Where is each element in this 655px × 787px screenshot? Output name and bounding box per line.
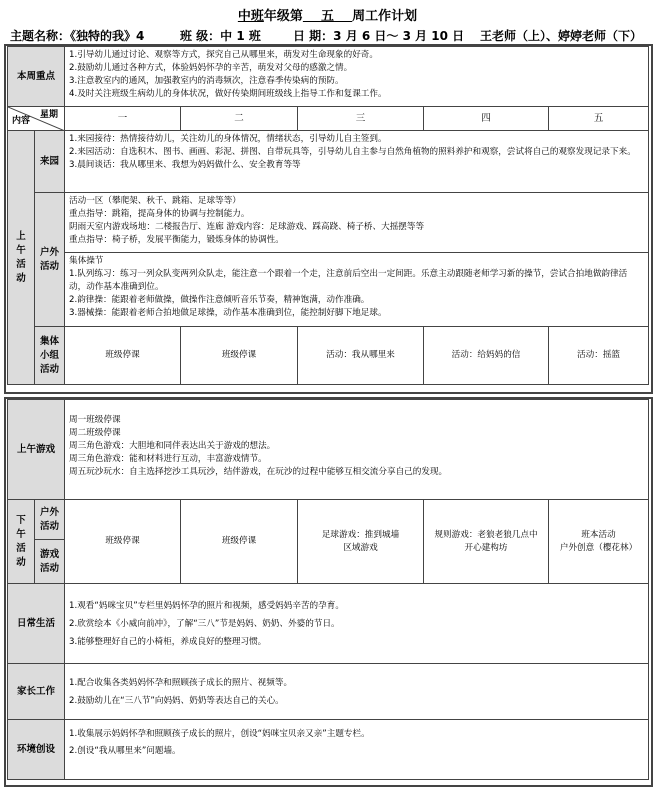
env-line: 2.创设“我从哪里来”问题墙。 <box>69 746 181 756</box>
games-line: 周三角色游戏：能和材料进行互动，丰富游戏情节。 <box>69 454 267 464</box>
corner-bottom-label: 内容 <box>12 116 31 126</box>
daily-line: 2.欣赏绘本《小威向前冲》，了解“三八”节是妈妈、奶奶、外婆的节日。 <box>69 618 340 629</box>
exercise-line: 2.韵律操：能跟着老师做操，做操作注意倾听音乐节奏，精神饱满，动作准确。 <box>69 295 370 305</box>
class-name: 班 级：中 1 班 <box>180 29 261 43</box>
grid-corner <box>8 107 65 131</box>
group-cell: 班级停课 <box>181 327 298 385</box>
arrival-line: 3.晨间谈话：我从哪里来、我想为妈妈做什么、安全教育等等 <box>69 160 301 170</box>
day-header: 二 <box>181 107 298 131</box>
title-suffix: 周工作计划 <box>352 9 418 24</box>
daily-line: 3.能够整理好自己的小椅柜，养成良好的整理习惯。 <box>69 636 267 647</box>
focus-line: 2.鼓励幼儿通过各种方式，体验妈妈怀孕的辛苦，萌发对父母的感激之情。 <box>69 63 353 73</box>
parents-line: 1.配合收集各类妈妈怀孕和照顾孩子成长的照片、视频等。 <box>69 677 293 688</box>
games-label: 上午游戏 <box>8 400 65 500</box>
day-header: 四 <box>424 107 549 131</box>
exercise-line: 1.队列练习：练习一列众队变两列众队走，能注意一个跟着一个走，注意前后空出一定间距。乐意主动跟随老师学习新的操节，尝试合拍地做韵律活动，动作基本准确到位。 <box>69 269 628 292</box>
outdoor-line: 活动一区（攀爬架、秋千、跳箱、足球等等） <box>69 196 241 206</box>
focus-line: 1.引导幼儿通过讨论、观察等方式，探究自己从哪里来，萌发对生命现象的好奇。 <box>69 50 378 60</box>
pm-outdoor-label: 户外活动 <box>35 500 65 540</box>
pm-game-label: 游戏活动 <box>35 540 65 584</box>
group-cell: 活动：给妈妈的信 <box>424 327 549 385</box>
exercise-line: 集体操节 <box>69 256 104 266</box>
day-header: 一 <box>65 107 181 131</box>
games-line: 周三角色游戏：大胆地和同伴表达出关于游戏的想法。 <box>69 441 276 451</box>
outdoor-label: 户外活动 <box>35 193 65 327</box>
day-header: 三 <box>298 107 424 131</box>
arrival-label: 来园 <box>35 131 65 193</box>
daily-line: 1.观看“妈咪宝贝”专栏里妈妈怀孕的照片和视频，感受妈妈辛苦的孕育。 <box>69 600 344 611</box>
env-content <box>65 720 649 780</box>
env-line: 1.收集展示妈妈怀孕和照顾孩子成长的照片，创设“妈咪宝贝亲又亲”主题专栏。 <box>69 729 370 739</box>
focus-line: 4.及时关注班级生病幼儿的身体状况，做好传染期间班级线上指导工作和复课工作。 <box>69 89 387 99</box>
outdoor-line: 阴雨天室内游戏场地：二楼报告厅、连廊 游戏内容：足球游戏、踩高跷、椅子桥、大摇摆等等 <box>69 222 425 232</box>
games-line: 周五玩沙玩水：自主选择挖沙工具玩沙，结伴游戏，在玩沙的过程中能够互相交流分享自己的发现。 <box>69 467 448 477</box>
focus-content <box>65 47 649 107</box>
games-line: 周二班级停课 <box>69 428 121 438</box>
group-label: 集体小组活动 <box>35 327 65 385</box>
outdoor-block <box>65 193 648 253</box>
afternoon-cell: 足球游戏：推到城墙 区域游戏 <box>298 500 424 584</box>
daily-content <box>65 584 649 664</box>
afternoon-table <box>7 399 649 780</box>
outdoor-line: 重点指导：椅子桥，发展平衡能力，锻炼身体的协调性。 <box>69 235 284 245</box>
corner-top-label: 星期 <box>40 110 59 120</box>
group-cell: 活动：我从哪里来 <box>298 327 424 385</box>
parents-line: 2.鼓励幼儿在“三八节”向妈妈、奶奶等表达自己的关心。 <box>69 695 284 706</box>
focus-line: 3.注意教室内的通风，加强教室内的消毒频次，注意春季传染病的预防。 <box>69 76 344 86</box>
exercise-block <box>65 253 648 322</box>
arrival-content <box>65 131 649 193</box>
afternoon-cell: 班级停课 <box>65 500 181 584</box>
exercise-line: 3.器械操：能跟着老师合拍地做足球操，动作基本准确到位，能控制好脚下地足球。 <box>69 308 387 318</box>
focus-label: 本周重点 <box>8 47 65 107</box>
page-title <box>0 5 655 24</box>
parents-content <box>65 664 649 720</box>
parents-label: 家长工作 <box>8 664 65 720</box>
afternoon-cell: 规则游戏：老狼老狼几点中 开心建构坊 <box>424 500 549 584</box>
afternoon-label: 下午活动 <box>8 500 35 584</box>
morning-table <box>7 46 649 385</box>
env-label: 环境创设 <box>8 720 65 780</box>
title-text: 年级第 <box>263 9 303 24</box>
outdoor-content <box>65 193 649 327</box>
daily-label: 日常生活 <box>8 584 65 664</box>
date-range: 日 期：3 月 6 日～ 3 月 10 日 <box>293 29 465 43</box>
teachers: 王老师（上）、婷婷老师（下） <box>480 29 643 43</box>
group-cell: 班级停课 <box>65 327 181 385</box>
arrival-line: 1.来园接待：热情接待幼儿，关注幼儿的身体情况，情绪状态，引导幼儿自主签到。 <box>69 134 387 144</box>
group-cell: 活动：摇篮 <box>549 327 649 385</box>
games-line: 周一班级停课 <box>69 415 121 425</box>
afternoon-cell: 班级停课 <box>181 500 298 584</box>
title-week: 五 <box>321 9 335 24</box>
morning-label: 上午活动 <box>8 131 35 385</box>
theme-name: 主题名称：《独特的我》4 <box>10 29 145 43</box>
arrival-line: 2.来园活动：自选积木、图书、画画、彩泥、拼图、自带玩具等，引导幼儿自主参与自然角植物的照料养护和观察，尝试将自己的观察发现记录下来。 <box>69 147 636 157</box>
afternoon-cell: 班本活动 户外创意（樱花林） <box>549 500 649 584</box>
title-grade: 中班 <box>237 9 264 24</box>
outdoor-line: 重点指导：跳箱，提高身体的协调与控制能力。 <box>69 209 250 219</box>
games-content <box>65 400 649 500</box>
day-header: 五 <box>549 107 649 131</box>
